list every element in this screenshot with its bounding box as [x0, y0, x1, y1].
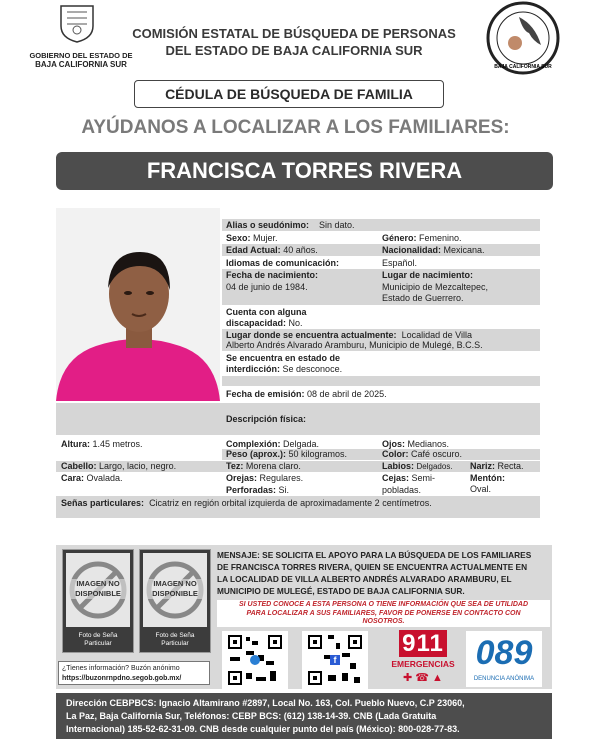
row-idiomas-value: Español. — [382, 258, 418, 268]
no-image-icon: IMAGEN NO DISPONIBLE — [143, 553, 207, 627]
svg-text:f: f — [333, 655, 337, 665]
footer-address: Dirección CEBPBCS: Ignacio Altamirano #2897, Local No. 163, Col. Pueblo Nuevo, C.P 23060, La Paz, Baja California Sur, Teléfonos: CEBP BCS: (612) 138-14-39. CNB (Lada Gratuita Internacional) 185-52-62-31-09. CNB desde cualquier punto del país (México): 800-028-77-83. — [56, 693, 552, 739]
emergency-911-logo: 911 EMERGENCIAS ✚ ☎ ▲ — [388, 631, 458, 687]
placeholder-1: IMAGEN NO DISPONIBLE Foto de Seña Particular — [62, 549, 134, 653]
altura: Altura: 1.45 metros. — [61, 439, 143, 449]
headline: AYÚDANOS A LOCALIZAR A LOS FAMILIARES: — [81, 117, 510, 138]
emergency-icons: ✚ ☎ ▲ — [403, 672, 443, 684]
menton: Mentón: Oval. — [470, 473, 505, 494]
svg-text:BAJA CALIFORNIA SUR: BAJA CALIFORNIA SUR — [494, 64, 552, 70]
person-photo — [56, 208, 220, 401]
cejas-cont: pobladas. — [382, 485, 422, 495]
row-senas: Señas particulares: Cicatriz en región orbital izquierda de aproximadamente 2 centímetros. — [56, 496, 540, 518]
commission-seal — [483, 1, 563, 75]
row-edad: Edad Actual: 40 años. Nacionalidad: Mexicana. — [222, 244, 540, 256]
row-nacimiento: Fecha de nacimiento: 04 de junio de 1984. Lugar de nacimiento: Municipio de Mezcaltepec, Estado de Guerrero. — [222, 269, 540, 305]
physical-title-band: Descripción física: — [56, 403, 540, 435]
placeholder-2: IMAGEN NO DISPONIBLE Foto de Seña Particular — [139, 549, 211, 653]
state-coat-of-arms — [55, 2, 99, 44]
qr-code-2[interactable] — [302, 631, 368, 689]
complexion: Complexión: Delgada. — [226, 439, 320, 449]
row-peso: Peso (aprox.): 50 kilogramos. Color: Café oscuro. — [222, 449, 540, 460]
commission-title: COMISIÓN ESTATAL DE BÚSQUEDA DE PERSONAS DEL ESTADO DE BAJA CALIFORNIA SUR — [132, 26, 456, 58]
cejas: Cejas: Semi- — [382, 473, 436, 483]
anonymous-mailbox[interactable]: ¿Tienes información? Buzón anónimo https://buzonrnpdno.segob.gob.mx/ — [58, 661, 210, 685]
person-name-banner: FRANCISCA TORRES RIVERA — [56, 152, 553, 190]
row-cabello: Cabello: Largo, lacio, negro. Tez: Morena claro. Labios: Delgados. Nariz: Recta. — [56, 461, 540, 472]
row-emision: Fecha de emisión: 08 de abril de 2025. — [226, 389, 387, 399]
anonymous-089-logo: 089 DENUNCIA ANÓNIMA — [466, 631, 542, 687]
state-government-label: GOBIERNO DEL ESTADO DE BAJA CALIFORNIA SUR — [29, 51, 133, 69]
row-idiomas-label: Idiomas de comunicación: — [226, 258, 340, 268]
row-interdiccion: Se encuentra en estado de interdicción: Se desconoce. — [226, 353, 343, 374]
spacer-band — [222, 376, 540, 386]
cara: Cara: Ovalada. — [61, 473, 123, 483]
row-discapacidad: Cuenta con alguna discapacidad: No. — [226, 307, 307, 328]
ojos: Ojos: Medianos. — [382, 439, 450, 449]
no-image-icon: IMAGEN NO DISPONIBLE — [66, 553, 130, 627]
document-type-box: CÉDULA DE BÚSQUEDA DE FAMILIA — [134, 80, 444, 108]
orejas: Orejas: Regulares. — [226, 473, 304, 483]
perforadas: Perforadas: Si. — [226, 485, 290, 495]
row-sexo: Sexo: Mujer. — [226, 233, 278, 243]
qr-code-1[interactable] — [222, 631, 288, 689]
row-genero: Género: Femenino. — [382, 233, 462, 243]
row-lugar-actual: Lugar donde se encuentra actualmente: Localidad de Villa Alberto Andrés Alvarado Aramburu, Municipio de Mulegé, B.C.S. — [222, 329, 540, 351]
search-message: MENSAJE: SE SOLICITA EL APOYO PARA LA BÚSQUEDA DE LOS FAMILIARES DE FRANCISCA TORRES RIVERA, QUIEN SE ENCUENTRA ACTUALMENTE EN LA LOCALIDAD DE VILLA ALBERTO ANDRÉS ALVARADO ARAMBURU, EL MUNICIPIO DE MULEGÉ, ESTADO DE BAJA CALIFORNIA SUR. — [217, 550, 532, 596]
contact-alert: SI USTED CONOCE A ESTA PERSONA O TIENE INFORMACIÓN QUE SEA DE UTILIDAD PARA LOCALIZAR A SUS FAMILIARES, FAVOR DE PONERSE EN CONTACTO CON NOSOTROS. — [217, 600, 550, 627]
row-alias: Alias o seudónimo: Sin dato. — [222, 219, 540, 231]
